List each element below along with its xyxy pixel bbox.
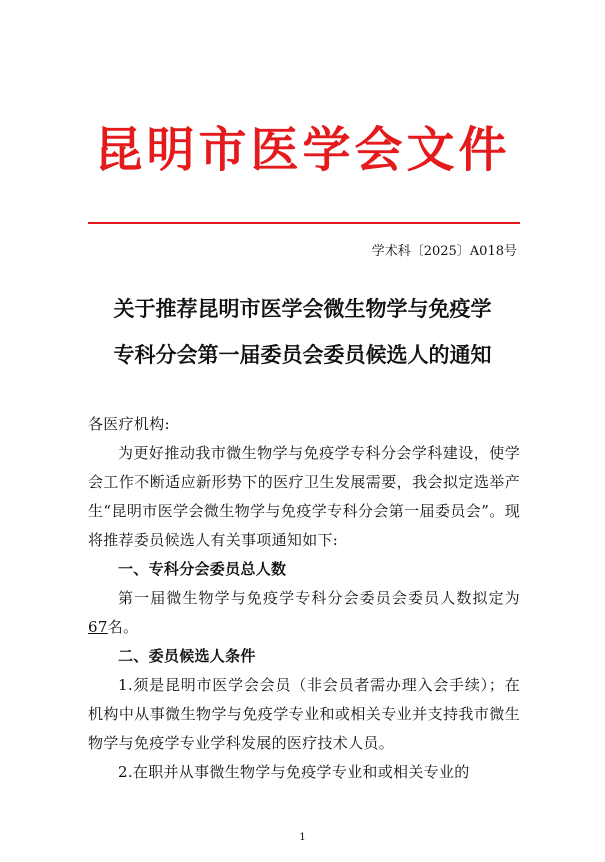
section-heading-2: 二、委员候选人条件: [118, 647, 256, 665]
document-number: 学术科〔2025〕A018号: [371, 244, 517, 259]
section-heading-1: 一、专科分会委员总人数: [118, 560, 287, 578]
letterhead-divider: [88, 222, 520, 224]
condition-item-1: 1.须是昆明市医学会会员（非会员者需办理入会手续）；在机构中从事微生物学与免疫学专业和或相关专业并支持我市微生物学与免疫学专业学科发展的医疗技术人员。: [88, 676, 520, 752]
condition-item-2: 2.在职并从事微生物学与免疫学专业和或相关专业的: [118, 763, 470, 781]
notice-title-line-1: 关于推荐昆明市医学会微生物学与免疫学: [113, 296, 492, 321]
notice-title-line-2: 专科分会第一届委员会委员候选人的通知: [113, 342, 492, 367]
letterhead-title: 昆明市医学会文件: [94, 122, 511, 178]
page-number: 1: [299, 832, 306, 843]
notice-title: [0, 286, 605, 378]
paragraph-intro: 为更好推动我市微生物学与免疫学专科分会学科建设，使学会工作不断适应新形势下的医疗卫生发展需要，我会拟定选举产生“昆明市医学会微生物学与免疫学专科分会第一届委员会”。现将推荐委员候选人有关事项通知如下:: [88, 444, 520, 549]
member-count-text-after: 名。: [107, 618, 139, 636]
paragraph-member-count: [88, 584, 520, 642]
notice-body: [88, 410, 520, 787]
member-count-number: 67: [88, 618, 108, 636]
salutation: 各医疗机构:: [88, 415, 170, 433]
member-count-text-before: 第一届微生物学与免疫学专科分会委员会委员人数拟定为: [118, 589, 520, 607]
